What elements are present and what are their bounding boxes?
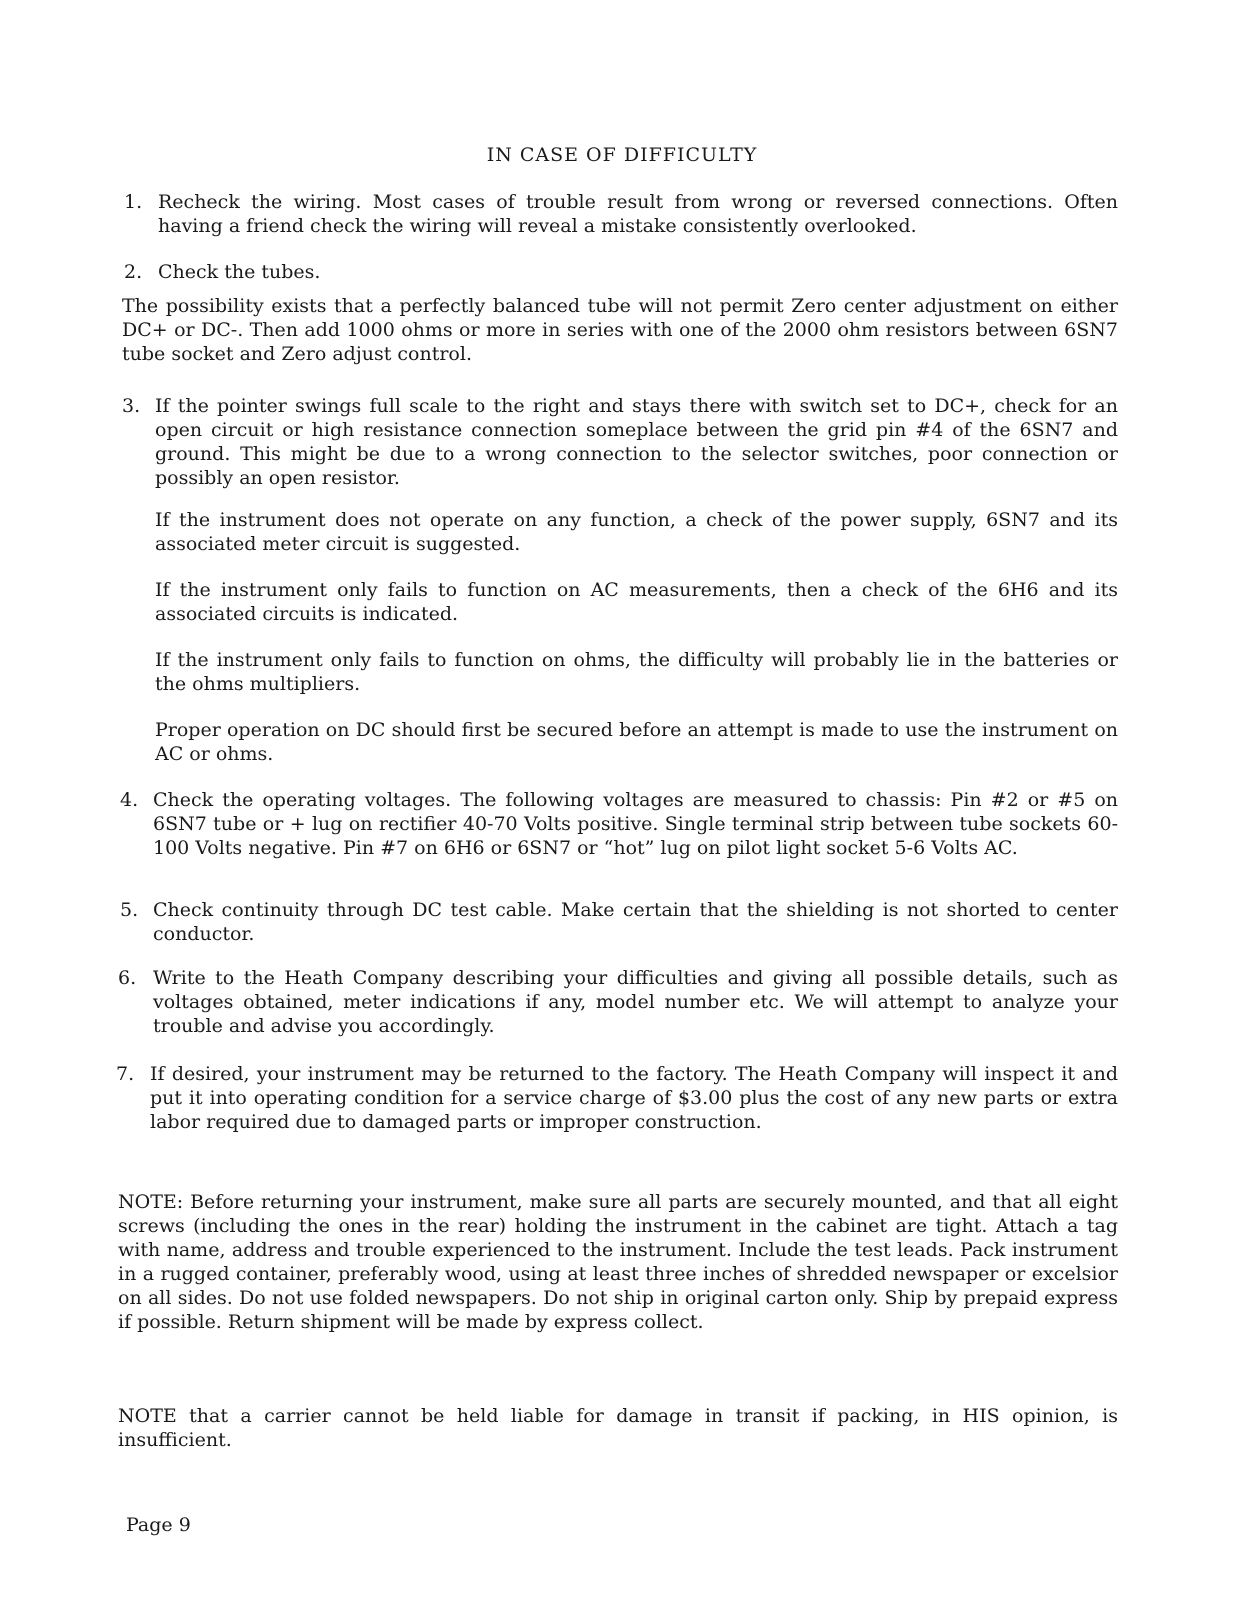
item-subparagraph: If the instrument only fails to function on ohms, the difficulty will probably lie in the batteries or the ohms multipliers. [155,649,1118,695]
page-title: IN CASE OF DIFFICULTY [486,144,758,166]
item-number: 7. [116,1063,135,1085]
tube-note-paragraph: The possibility exists that a perfectly balanced tube will not permit Zero center adjustment on either DC+ or DC-. Then add 1000 ohms or more in series with one of the 2000 ohm resistors between 6SN7 tube socket and Zero adjust control. [122,295,1118,365]
note-return-paragraph: NOTE: Before returning your instrument, make sure all parts are securely mounted, and that all eight screws (including the ones in the rear) holding the instrument in the cabinet are tight. Attach a tag with name, address and trouble experienced to the instrument. Include the test leads. Pack instrument in a rugged container, preferably wood, using at least three inches of shredded newspaper or excelsior on all sides. Do not use folded newspapers. Do not ship in original carton only. Ship by prepaid express if possible. Return shipment will be made by express collect. [118,1191,1118,1333]
item-number: 4. [120,789,139,811]
item-text: If desired, your instrument may be returned to the factory. The Heath Company will inspect it and put it into operating condition for a service charge of $3.00 plus the cost of any new parts or extra labor required due to damaged parts or improper construction. [150,1063,1118,1133]
item-number: 3. [122,395,141,417]
item-subparagraph: If the instrument does not operate on any function, a check of the power supply, 6SN7 and its associated meter circuit is suggested. [155,509,1118,555]
item-text: Write to the Heath Company describing your difficulties and giving all possible details, such as voltages obtained, meter indications if any, model number etc. We will attempt to analyze your trouble and advise you accordingly. [153,967,1118,1037]
item-number: 1. [124,191,143,213]
item-number: 5. [120,899,139,921]
item-text: Recheck the wiring. Most cases of trouble result from wrong or reversed connections. Often having a friend check the wiring will reveal a mistake consistently overlooked. [158,191,1118,237]
item-text: If the pointer swings full scale to the right and stays there with switch set to DC+, check for an open circuit or high resistance connection someplace between the grid pin #4 of the 6SN7 and ground. This might be due to a wrong connection to the selector switches, poor connection or possibly an open resistor. [155,395,1118,489]
item-subparagraph: If the instrument only fails to function on AC measurements, then a check of the 6H6 and its associated circuits is indicated. [155,579,1118,625]
item-text: Check the tubes. [158,261,321,283]
item-text: Check the operating voltages. The following voltages are measured to chassis: Pin #2 or #5 on 6SN7 tube or + lug on rectifier 40-70 Volts positive. Single terminal strip between tube sockets 60-100 Volts negative. Pin #7 on 6H6 or 6SN7 or “hot” lug on pilot light socket 5-6 Volts AC. [153,789,1118,859]
note-carrier-paragraph: NOTE that a carrier cannot be held liable for damage in transit if packing, in HIS opinion, is insufficient. [118,1405,1118,1451]
item-text: Check continuity through DC test cable. Make certain that the shielding is not shorted to center conductor. [153,899,1118,945]
item-number: 2. [124,261,143,283]
item-subparagraph: Proper operation on DC should first be secured before an attempt is made to use the instrument on AC or ohms. [155,719,1118,765]
page-number: Page 9 [126,1514,191,1536]
item-number: 6. [118,967,137,989]
